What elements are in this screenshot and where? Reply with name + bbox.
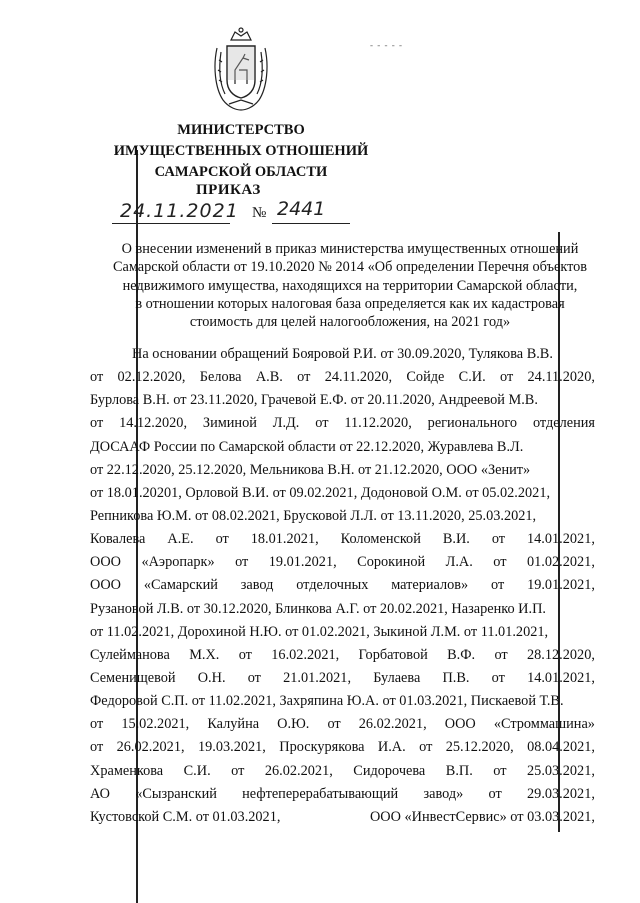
body-word: Сойде	[406, 369, 445, 386]
body-word: С.И.	[458, 369, 486, 386]
body-word: от 18.01.20201, Орловой В.И. от 09.02.2021, Додоновой О.М. от 05.02.2021,	[90, 484, 551, 501]
body-word: Храменкова	[90, 762, 164, 779]
body-word: «Строммашина»	[493, 716, 595, 733]
body-word: ООО	[444, 716, 476, 733]
body-word: 15.02.2021,	[121, 716, 190, 733]
body-word: 28.12.2020,	[527, 646, 595, 663]
number-sign: №	[252, 205, 267, 221]
body-word: Кустовской С.М. от 01.03.2021,	[90, 808, 281, 825]
body-word: от 22.12.2020, 25.12.2020, Мельникова В.Н. от 21.12.2020, ООО «Зенит»	[90, 461, 531, 478]
body-word: 29.03.2021,	[527, 785, 595, 802]
body-word: О.Н.	[197, 669, 226, 686]
body-word: завод»	[423, 785, 464, 802]
body-word: Федоровой С.П. от 11.02.2021, Захряпина Ю.А. от 01.03.2021, Пискаевой Т.В.	[90, 693, 564, 710]
body-line	[90, 436, 595, 459]
document-type: ПРИКАЗ	[196, 182, 261, 198]
body-word: от	[297, 369, 311, 386]
body-line	[90, 783, 595, 806]
order-subject-heading	[90, 240, 610, 331]
body-line	[90, 690, 595, 713]
body-word: Ковалева	[90, 531, 146, 548]
body-word: материалов»	[391, 577, 469, 594]
body-word: отделочных	[296, 577, 369, 594]
ministry-line-3: САМАРСКОЙ ОБЛАСТИ	[154, 164, 328, 180]
heading-line: Самарской области от 19.10.2020 № 2014 «Об определении Перечня объектов	[112, 259, 588, 276]
body-word: Сидорочева	[353, 762, 426, 779]
body-line	[90, 389, 595, 412]
body-word: от	[493, 554, 507, 571]
body-word: 02.12.2020,	[117, 369, 186, 386]
body-line	[90, 736, 595, 759]
body-word: Калуйна	[207, 716, 260, 733]
body-word: А.В.	[255, 369, 283, 386]
body-word: 21.01.2021,	[283, 669, 352, 686]
body-word: В.И.	[442, 531, 470, 548]
order-date: 24.11.2021	[120, 200, 239, 222]
body-line	[90, 505, 595, 528]
body-word: от	[327, 716, 341, 733]
body-word: П.В.	[442, 669, 470, 686]
body-word: от	[238, 646, 252, 663]
body-word: отделения	[532, 415, 595, 432]
body-word: «Самарский	[143, 577, 218, 594]
body-word: от	[215, 531, 229, 548]
body-word: от	[90, 716, 104, 733]
body-word: от	[315, 415, 329, 432]
scan-mark: - - - - -	[370, 40, 403, 50]
body-word: от	[494, 646, 508, 663]
body-word: от 11.02.2021, Дорохиной Н.Ю. от 01.02.2021, Зыкиной Л.М. от 11.01.2021,	[90, 623, 549, 640]
body-word: от	[491, 669, 505, 686]
body-word: Л.А.	[445, 554, 473, 571]
body-word: 24.11.2020,	[527, 369, 595, 386]
body-word: от	[419, 739, 433, 756]
number-underline	[272, 223, 350, 224]
body-word: На основании обращений Бояровой Р.И. от 30.09.2020, Тулякова В.В.	[132, 346, 553, 362]
body-word: О.Ю.	[277, 716, 310, 733]
body-word: 11.12.2020,	[344, 415, 412, 432]
body-word: нефтеперерабатывающий	[242, 785, 399, 802]
body-word: ДОСААФ России по Самарской области от 22.12.2020, Журавлева В.Л.	[90, 438, 524, 455]
body-word: от	[491, 531, 506, 548]
body-word: 01.02.2021,	[526, 554, 595, 571]
body-word: Белова	[199, 369, 242, 386]
body-word: от	[500, 369, 514, 386]
body-word: Горбатовой	[358, 646, 428, 663]
body-line	[90, 598, 595, 621]
body-word: 19.01.2021,	[268, 554, 337, 571]
body-word: от	[488, 785, 502, 802]
body-word: Семенищевой	[90, 669, 176, 686]
body-word: от	[493, 762, 507, 779]
body-word: от	[90, 415, 104, 432]
body-line	[90, 574, 595, 597]
date-underline	[112, 223, 230, 224]
heading-line: О внесении изменений в приказ министерства имущественных отношений	[121, 241, 579, 257]
body-line	[90, 760, 595, 783]
ministry-line-2: ИМУЩЕСТВЕННЫХ ОТНОШЕНИЙ	[113, 143, 369, 159]
body-word: 26.02.2021,	[116, 739, 185, 756]
order-number: 2441	[277, 198, 326, 220]
body-word: «Аэропарк»	[141, 554, 215, 571]
body-word: 08.04.2021,	[527, 739, 595, 756]
body-word: Репникова Ю.М. от 08.02.2021, Брусковой Л.Л. от 13.11.2020, 25.03.2021,	[90, 507, 537, 524]
body-word: 25.03.2021,	[527, 762, 595, 779]
body-line	[90, 482, 595, 505]
body-word: от	[247, 669, 261, 686]
body-word: 24.11.2020,	[324, 369, 393, 386]
body-word: от	[90, 369, 104, 386]
body-word: Булаева	[373, 669, 421, 686]
ministry-line-1: МИНИСТЕРСТВО	[177, 122, 305, 138]
body-word: Л.Д.	[272, 415, 300, 432]
body-word: завод	[240, 577, 274, 594]
body-word: Проскурякова	[279, 739, 365, 756]
body-word: А.Е.	[167, 531, 194, 548]
body-line	[90, 806, 595, 829]
body-word: 14.12.2020,	[119, 415, 188, 432]
body-word: Коломенской	[340, 531, 421, 548]
order-body-text	[90, 343, 595, 829]
body-word: Зиминой	[202, 415, 257, 432]
heading-line: в отношении которых налоговая база определяется как их кадастровая	[135, 295, 565, 312]
order-date-number	[112, 198, 357, 224]
heading-line: стоимость для целей налогообложения, на 2021 год»	[189, 314, 511, 331]
body-word: регионального	[427, 415, 518, 432]
body-line	[90, 366, 595, 389]
body-line	[90, 551, 595, 574]
body-word: 14.01.2021,	[527, 669, 595, 686]
body-word: от	[491, 577, 505, 594]
body-word: 25.12.2020,	[445, 739, 514, 756]
heading-line: недвижимого имущества, находящихся на территории Самарской области,	[122, 277, 578, 294]
body-word: АО	[90, 785, 110, 802]
body-word: ООО «ИнвестСервис» от 03.03.2021,	[369, 808, 595, 825]
body-word: ООО	[90, 554, 121, 571]
body-word: И.А.	[377, 739, 406, 756]
body-word: ООО	[90, 577, 121, 594]
body-line	[90, 644, 595, 667]
body-word: Сорокиной	[357, 554, 426, 571]
body-word: В.Ф.	[447, 646, 476, 663]
body-word: Бурлова В.Н. от 23.11.2020, Грачевой Е.Ф. от 20.11.2020, Андреевой М.В.	[90, 392, 538, 409]
body-line	[90, 621, 595, 644]
body-line	[90, 412, 595, 435]
body-word: 14.01.2021,	[527, 531, 595, 548]
body-line	[90, 528, 595, 551]
body-word: В.П.	[445, 762, 473, 779]
body-word: Сулейманова	[90, 646, 170, 663]
body-line	[90, 459, 595, 482]
ministry-header	[112, 120, 370, 183]
body-word: 19.03.2021,	[197, 739, 266, 756]
coat-of-arms-emblem	[209, 26, 273, 112]
body-word: 18.01.2021,	[250, 531, 319, 548]
body-word: «Сызранский	[135, 785, 217, 802]
body-line	[90, 667, 595, 690]
body-word: от	[90, 739, 104, 756]
body-word: Рузановой Л.В. от 30.12.2020, Блинкова А.Г. от 20.02.2021, Назаренко И.П.	[90, 600, 546, 617]
body-word: М.Х.	[189, 646, 220, 663]
body-word: от	[235, 554, 249, 571]
body-line	[90, 343, 595, 366]
body-word: 16.02.2021,	[271, 646, 340, 663]
body-word: от	[231, 762, 245, 779]
body-word: 26.02.2021,	[264, 762, 333, 779]
body-word: 26.02.2021,	[358, 716, 427, 733]
body-word: 19.01.2021,	[527, 577, 595, 594]
body-line	[90, 713, 595, 736]
body-word: С.И.	[183, 762, 211, 779]
